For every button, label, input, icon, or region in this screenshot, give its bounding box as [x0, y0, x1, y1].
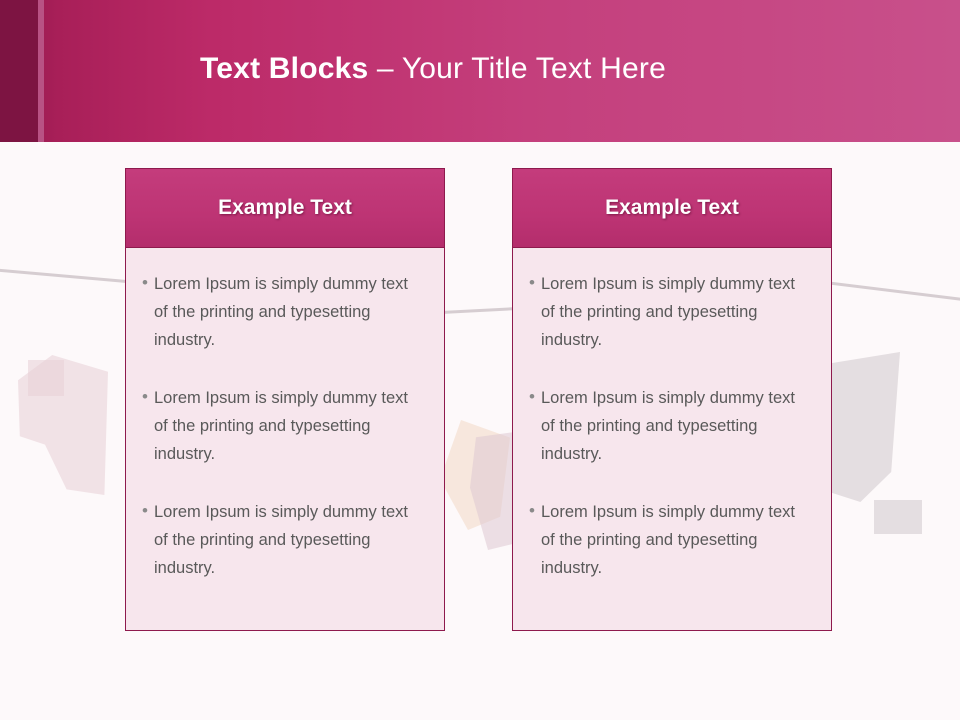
text-block-card-2: [512, 168, 832, 631]
card-2-bullet-list: [523, 270, 815, 582]
page-title: [200, 52, 666, 86]
list-item: [136, 384, 428, 468]
list-item-text: Lorem Ipsum is simply dummy text of the printing and typesetting industry.: [541, 389, 795, 463]
list-item: [523, 270, 815, 354]
text-block-card-1: [125, 168, 445, 631]
card-1-heading: Example Text: [218, 196, 352, 219]
header-accent-light: [38, 0, 44, 142]
card-1-header: [125, 168, 445, 248]
card-1-body: [125, 248, 445, 631]
card-1-bullet-list: [136, 270, 428, 582]
card-2-heading: Example Text: [605, 196, 739, 219]
list-item-text: Lorem Ipsum is simply dummy text of the printing and typesetting industry.: [541, 275, 795, 349]
card-2-body: [512, 248, 832, 631]
list-item: [523, 498, 815, 582]
list-item: [136, 498, 428, 582]
page-title-bold: Text Blocks: [200, 52, 377, 85]
bullet-icon: •: [142, 501, 148, 520]
list-item: [136, 270, 428, 354]
bullet-icon: •: [529, 501, 535, 520]
page-title-light: Your Title Text Here: [401, 52, 666, 85]
bullet-icon: •: [142, 273, 148, 292]
bullet-icon: •: [529, 273, 535, 292]
bullet-icon: •: [529, 387, 535, 406]
decorative-shape-gray-right-small: [874, 500, 922, 534]
header-accent-dark: [0, 0, 38, 142]
page-title-separator: –: [376, 52, 402, 85]
slide-header: [0, 0, 960, 142]
list-item-text: Lorem Ipsum is simply dummy text of the printing and typesetting industry.: [154, 275, 408, 349]
card-2-header: [512, 168, 832, 248]
bullet-icon: •: [142, 387, 148, 406]
decorative-shape-pink-left-small: [28, 360, 64, 396]
list-item: [523, 384, 815, 468]
list-item-text: Lorem Ipsum is simply dummy text of the printing and typesetting industry.: [154, 503, 408, 577]
list-item-text: Lorem Ipsum is simply dummy text of the printing and typesetting industry.: [154, 389, 408, 463]
list-item-text: Lorem Ipsum is simply dummy text of the printing and typesetting industry.: [541, 503, 795, 577]
